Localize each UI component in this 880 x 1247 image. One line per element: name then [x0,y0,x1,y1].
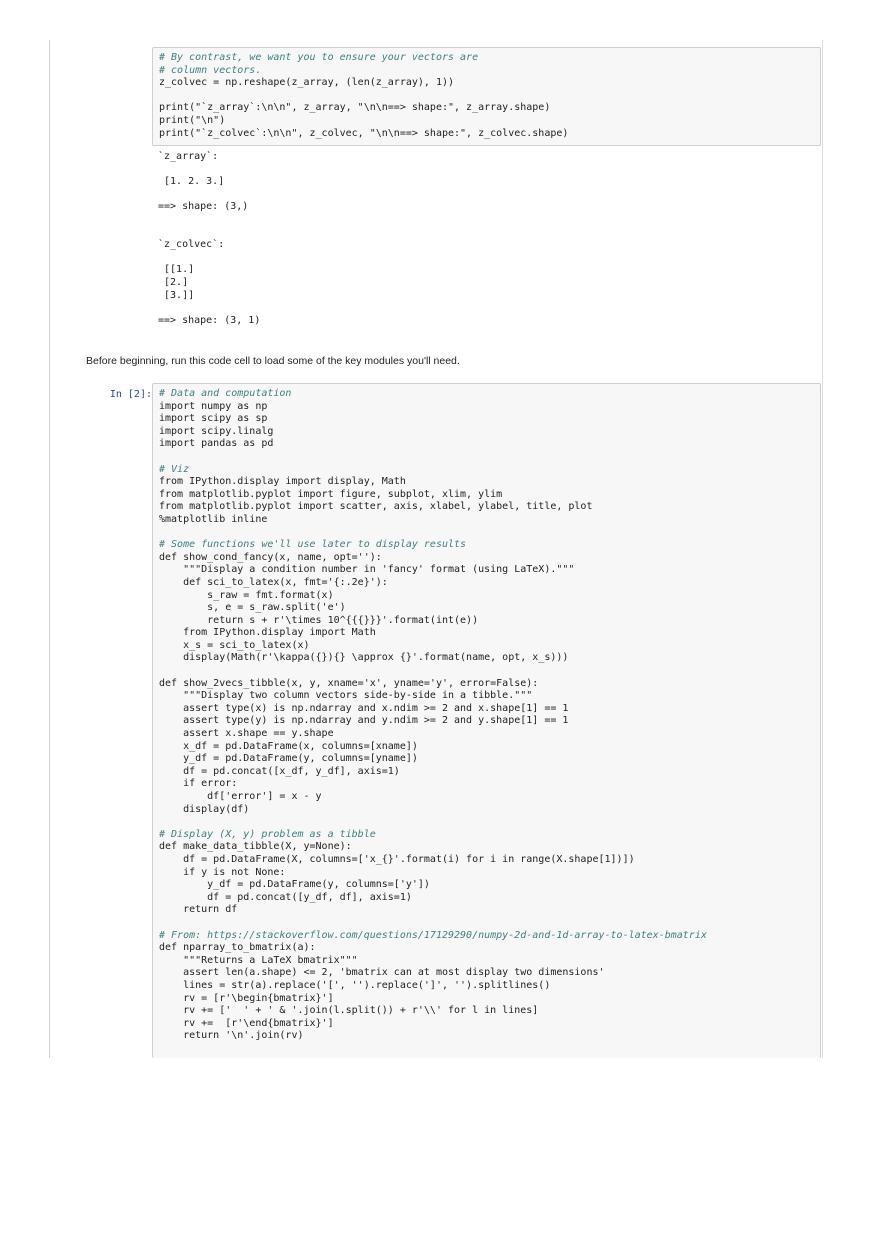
code-line: s_raw = fmt.format(x) [159,589,334,601]
code-line: y_df = pd.DataFrame(y, columns=[yname]) [159,753,418,765]
code-cell-1-input[interactable] [152,47,821,146]
code-line: """Returns a LaTeX bmatrix""" [159,954,358,966]
code-line [159,816,814,829]
code-line: def sci_to_latex(x, fmt='{:.2e}'): [159,576,388,588]
code-line [159,527,814,540]
output-line [158,164,260,177]
code-line: from IPython.display import display, Math [159,476,406,488]
code-cell-2-input[interactable] [152,383,821,1058]
code-line: %matplotlib inline [159,513,268,525]
code-line: from matplotlib.pyplot import scatter, axis, xlabel, ylabel, title, plot [159,501,593,513]
code-line: display(Math(r'\kappa({}){} \approx {}'.format(name, opt, x_s))) [159,652,569,664]
code-line: # Some functions we'll use later to display results [159,539,467,551]
code-line: # column vectors. [159,64,262,76]
code-line: """Display a condition number in 'fancy' format (using LaTeX).""" [159,564,575,576]
output-line: `z_array`: [158,151,219,162]
code-line [159,917,814,930]
notebook-right-rule [822,40,823,1058]
code-line: return df [159,904,238,916]
code-line: def show_2vecs_tibble(x, y, xname='x', yname='y', error=False): [159,677,539,689]
code-line: assert len(a.shape) <= 2, 'bmatrix can at most display two dimensions' [159,967,605,979]
code-line: def make_data_tibble(X, y=None): [159,841,352,853]
output-line: [3.]] [158,289,195,301]
code-line: print("`z_colvec`:\n\n", z_colvec, "\n\n==> shape:", z_colvec.shape) [159,127,569,139]
output-line: ==> shape: (3,) [158,201,249,213]
code-line: rv = [r'\begin{bmatrix}'] [159,992,334,1004]
code-line: df = pd.concat([y_df, df], axis=1) [159,891,412,903]
code-line: display(df) [159,803,250,815]
output-line [158,189,260,202]
code-line: # Display (X, y) problem as a tibble [159,828,376,840]
output-line: ==> shape: (3, 1) [158,314,261,326]
code-line: import pandas as pd [159,438,274,450]
code-line [159,451,814,464]
code-line: def nparray_to_bmatrix(a): [159,942,316,954]
code-line: print("`z_array`:\n\n", z_array, "\n\n==> shape:", z_array.shape) [159,102,551,114]
code-line [159,90,814,103]
code-line: return s + r'\times 10^{{{}}}'.format(int(e)) [159,614,479,626]
code-line: if error: [159,778,238,790]
code-line: print("\n") [159,114,226,126]
code-line: if y is not None: [159,866,286,878]
code-line: # By contrast, we want you to ensure your vectors are [159,52,479,63]
code-line: x_s = sci_to_latex(x) [159,639,310,651]
code-line: y_df = pd.DataFrame(y, columns=['y']) [159,879,430,891]
code-line: df = pd.concat([x_df, y_df], axis=1) [159,765,400,777]
output-line [158,227,260,240]
code-line: return '\n'.join(rv) [159,1030,304,1042]
code-line: # Viz [159,463,190,475]
cell-2-prompt: In [2]: [109,389,152,400]
output-line [158,302,260,315]
code-line: rv += [r'\end{bmatrix}'] [159,1017,334,1029]
code-line: from matplotlib.pyplot import figure, subplot, xlim, ylim [159,488,503,500]
code-line: import scipy.linalg [159,425,274,437]
output-line: [2.] [158,276,189,288]
output-line: [1. 2. 3.] [158,176,225,188]
output-line: [[1.] [158,264,195,276]
code-cell-2-source[interactable] [159,388,814,1043]
output-line: `z_colvec`: [158,239,225,251]
code-cell-1-output [158,151,260,327]
code-line: assert type(x) is np.ndarray and x.ndim >= 2 and x.shape[1] == 1 [159,702,569,714]
output-line [158,214,260,227]
code-line [159,665,814,678]
code-line: s, e = s_raw.split('e') [159,602,346,614]
code-line: def show_cond_fancy(x, name, opt=''): [159,551,382,563]
code-line: # From: https://stackoverflow.com/questions/17129290/numpy-2d-and-1d-array-to-latex-bmatrix [159,929,707,941]
markdown-instruction-text: Before beginning, run this code cell to load some of the key modules you'll need. [86,355,460,367]
code-line: rv += [' ' + ' & '.join(l.split()) + r'\\' for l in lines] [159,1005,539,1017]
notebook-left-rule [49,40,50,1058]
code-line: df = pd.DataFrame(X, columns=['x_{}'.format(i) for i in range(X.shape[1])]) [159,853,635,865]
code-line: import numpy as np [159,400,268,412]
code-line: assert type(y) is np.ndarray and y.ndim >= 2 and y.shape[1] == 1 [159,715,569,727]
code-line: # Data and computation [159,388,292,399]
output-line [158,252,260,265]
code-line: x_df = pd.DataFrame(x, columns=[xname]) [159,740,418,752]
code-line: import scipy as sp [159,413,268,425]
code-line: df['error'] = x - y [159,791,322,802]
code-cell-1-source[interactable] [159,52,814,140]
code-line: assert x.shape == y.shape [159,728,334,740]
code-line: z_colvec = np.reshape(z_array, (len(z_array), 1)) [159,77,455,89]
code-line: lines = str(a).replace('[', '').replace(']', '').splitlines() [159,979,551,991]
code-line: from IPython.display import Math [159,627,376,639]
code-line: """Display two column vectors side-by-side in a tibble.""" [159,690,533,702]
